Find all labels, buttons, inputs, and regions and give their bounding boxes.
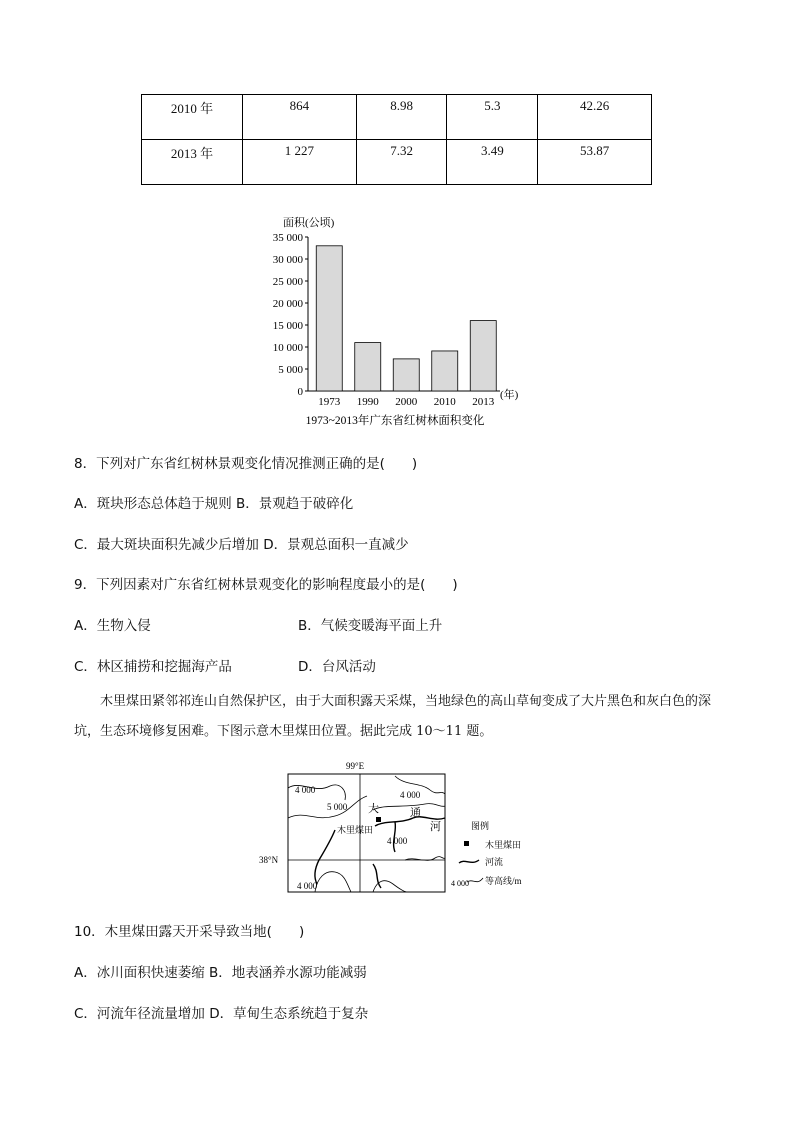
- river-name: 河: [430, 821, 441, 833]
- table-row: [142, 95, 652, 140]
- reading-passage: 木里煤田紧邻祁连山自然保护区，由于大面积露天采煤，当地绿色的高山草甸变成了大片黑色和灰白色的深坑，生态环境修复困难。下图示意木里煤田位置。据此完成 10～11 题。: [74, 694, 712, 739]
- table-cell: 42.26: [538, 95, 652, 140]
- rivers: [315, 817, 445, 888]
- contour-label: 4 000: [400, 790, 421, 800]
- y-tick-label: 20 000: [272, 298, 303, 310]
- table-cell: 864: [243, 95, 357, 140]
- contour-label: 5 000: [327, 802, 348, 812]
- bar-1990: [355, 343, 381, 391]
- legend-coal-icon: [464, 841, 469, 846]
- y-tick-label: 30 000: [272, 254, 303, 266]
- question-9-option-a: A．生物入侵: [74, 618, 151, 634]
- x-tick-label: 2010: [433, 396, 456, 408]
- legend-coal-label: 木里煤田: [485, 840, 522, 850]
- question-8-options-ab: A．斑块形态总体趋于规则 B．景观趋于破碎化: [74, 496, 354, 512]
- coalfield-label: 木里煤田: [337, 825, 374, 835]
- question-9-stem: 9．下列因素对广东省红树林景观变化的影响程度最小的是( ): [74, 577, 458, 593]
- y-tick-label: 25 000: [272, 276, 303, 288]
- longitude-label: 99°E: [346, 761, 365, 771]
- bar-2010: [432, 351, 458, 391]
- contour-label: 4 000: [297, 881, 318, 891]
- question-10-options-ab: A．冰川面积快速萎缩 B．地表涵养水源功能减弱: [74, 965, 367, 981]
- data-table: [141, 94, 652, 185]
- question-8-options-cd: C．最大斑块面积先减少后增加 D．景观总面积一直减少: [74, 537, 409, 553]
- muli-coalfield-map: [255, 760, 545, 900]
- x-tick-label: 2013: [472, 396, 495, 408]
- question-9-option-d: D．台风活动: [298, 659, 376, 675]
- question-10-stem: 10．木里煤田露天开采导致当地( ): [74, 924, 305, 940]
- river-name: 大: [368, 803, 379, 815]
- table-cell: 5.3: [447, 95, 538, 140]
- contour-label: 4 000: [387, 836, 408, 846]
- table-cell: 53.87: [538, 140, 652, 185]
- legend-title: 图例: [471, 821, 490, 831]
- bar-1973: [316, 246, 342, 391]
- question-10-options-cd: C．河流年径流量增加 D．草甸生态系统趋于复杂: [74, 1006, 369, 1022]
- x-tick-label: 1990: [356, 396, 379, 408]
- table-cell: 1 227: [243, 140, 357, 185]
- legend-river-icon: [459, 860, 479, 863]
- x-tick-label: 2000: [395, 396, 418, 408]
- question-9-option-c: C．林区捕捞和挖掘海产品: [74, 659, 232, 675]
- river-name: 通: [410, 807, 421, 819]
- table-cell: 3.49: [447, 140, 538, 185]
- chart-xlabel: (年): [500, 389, 519, 401]
- table-cell: 2010 年: [142, 95, 243, 140]
- legend-river-label: 河流: [485, 857, 504, 867]
- y-tick-label: 35 000: [272, 232, 303, 244]
- table-cell: 7.32: [356, 140, 447, 185]
- y-tick-label: 0: [297, 386, 303, 398]
- question-8-stem: 8．下列对广东省红树林景观变化情况推测正确的是( ): [74, 456, 418, 472]
- legend-contour-icon: [467, 878, 483, 882]
- latitude-label: 38°N: [259, 855, 279, 865]
- table-cell: 2013 年: [142, 140, 243, 185]
- legend-contour-value: 4 000: [451, 879, 469, 888]
- y-tick-label: 10 000: [272, 342, 303, 354]
- legend-contour-label: 等高线/m: [485, 876, 522, 886]
- y-tick-label: 5 000: [278, 364, 303, 376]
- table-row: [142, 140, 652, 185]
- chart-ylabel: 面积(公顷): [283, 217, 335, 229]
- coalfield-marker: [376, 817, 381, 822]
- table-cell: 8.98: [356, 95, 447, 140]
- x-tick-label: 1973: [318, 396, 341, 408]
- chart-title: 1973~2013年广东省红树林面积变化: [305, 415, 485, 427]
- bar-2013: [470, 321, 496, 391]
- question-9-option-b: B．气候变暖海平面上升: [298, 618, 443, 634]
- contour-label: 4 000: [295, 785, 316, 795]
- y-tick-label: 15 000: [272, 320, 303, 332]
- mangrove-area-chart: [255, 210, 535, 432]
- bar-2000: [393, 359, 419, 391]
